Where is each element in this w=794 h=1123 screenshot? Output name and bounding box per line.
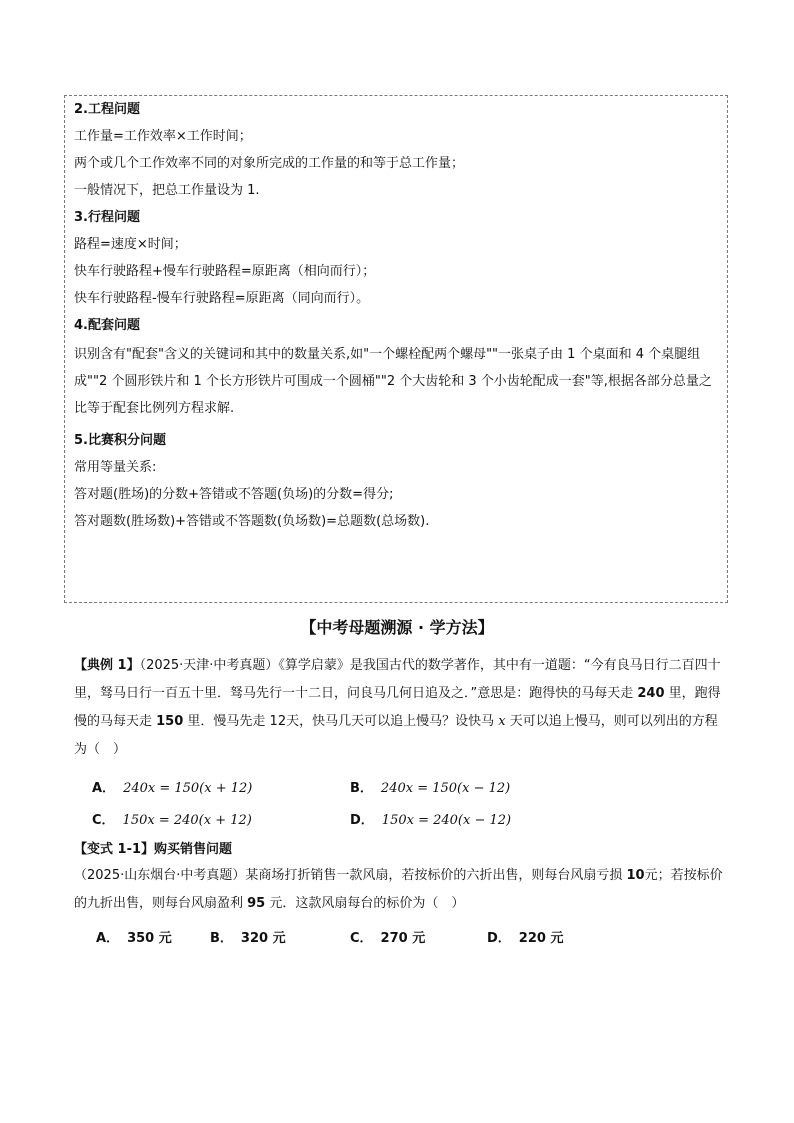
example-1-num-150: 150 bbox=[156, 714, 184, 729]
example-1-text-b: 里，跑得慢的马每天走 bbox=[74, 686, 721, 729]
variant-option-b[interactable] bbox=[210, 929, 286, 949]
engineering-line-2: 两个或几个工作效率不同的对象所完成的工作量的和等于总工作量； bbox=[74, 156, 465, 171]
variant-1-1-num-95: 95 bbox=[247, 896, 266, 911]
option-b-formula: 240x = 150(x − 12) bbox=[380, 781, 511, 796]
scoring-line-2: 答对题(胜场)的分数+答错或不答题(负场)的分数=得分; bbox=[74, 487, 394, 502]
variant-1-1-question bbox=[74, 862, 724, 918]
variant-option-d-value: 220 元 bbox=[518, 931, 564, 946]
variant-1-1-text-a: （2025·山东烟台·中考真题）某商场打折销售一款风扇，若按标价的六折出售，则每台风扇亏损 bbox=[74, 868, 627, 883]
variant-option-a[interactable] bbox=[96, 929, 172, 949]
section-title: 【中考母题溯源 · 学方法】 bbox=[300, 618, 494, 637]
example-1-question bbox=[74, 652, 724, 764]
travel-line-2: 快车行驶路程+慢车行驶路程=原距离（相向而行）； bbox=[74, 264, 376, 279]
section-heading-scoring: 5.比赛积分问题 bbox=[74, 433, 166, 448]
option-c-letter: C． bbox=[92, 813, 115, 828]
example-1-text-d: 天可以追上慢马，则可以列出的方程为（ ） bbox=[74, 714, 718, 757]
example-1-num-240: 240 bbox=[637, 686, 665, 701]
engineering-line-1: 工作量=工作效率×工作时间； bbox=[74, 129, 252, 144]
section-heading-matching: 4.配套问题 bbox=[74, 318, 140, 333]
engineering-line-3: 一般情况下，把总工作量设为 1. bbox=[74, 183, 260, 198]
variant-option-a-letter: A． bbox=[96, 931, 120, 946]
variant-option-c-value: 270 元 bbox=[380, 931, 426, 946]
variant-option-b-value: 320 元 bbox=[240, 931, 286, 946]
variant-1-1-tag-line bbox=[74, 836, 724, 864]
example-1-tag: 【典例 1】 bbox=[74, 658, 140, 673]
variant-1-1-num-10: 10 bbox=[626, 868, 645, 883]
option-b[interactable] bbox=[350, 779, 510, 799]
option-a-formula: 240x = 150(x + 12) bbox=[123, 781, 253, 796]
travel-line-3: 快车行驶路程-慢车行驶路程=原距离（同向而行）。 bbox=[74, 291, 370, 306]
option-d-letter: D． bbox=[350, 813, 374, 828]
example-1-variable: x bbox=[498, 714, 506, 729]
option-a[interactable] bbox=[92, 779, 252, 799]
scoring-line-1: 常用等量关系: bbox=[74, 460, 157, 475]
example-1-text-a: （2025·天津·中考真题）《算学启蒙》是我国古代的数学著作，其中有一道题：“今有良马日行二百四十里，驽马日行一百五十里．驽马先行一十二日，问良马几何日追及之．”意思是：跑得快的马每天走 bbox=[74, 658, 721, 701]
variant-option-a-value: 350 元 bbox=[127, 931, 172, 946]
variant-option-c[interactable] bbox=[350, 929, 425, 949]
option-d[interactable] bbox=[350, 811, 511, 831]
option-c-formula: 150x = 240(x + 12) bbox=[122, 813, 252, 828]
variant-1-1-tag: 【变式 1-1】购买销售问题 bbox=[74, 842, 233, 857]
knowledge-box bbox=[64, 95, 728, 603]
option-b-letter: B． bbox=[350, 781, 373, 796]
variant-option-c-letter: C． bbox=[350, 931, 373, 946]
scoring-line-3: 答对题数(胜场数)+答错或不答题数(负场数)=总题数(总场数). bbox=[74, 514, 430, 529]
travel-line-1: 路程=速度×时间； bbox=[74, 237, 187, 252]
option-c[interactable] bbox=[92, 811, 252, 831]
section-heading-travel: 3.行程问题 bbox=[74, 210, 140, 225]
option-d-formula: 150x = 240(x − 12) bbox=[381, 813, 512, 828]
matching-paragraph: 识别含有"配套"含义的关键词和其中的数量关系,如"一个螺栓配两个螺母""一张桌子由 1 个桌面和 4 个桌腿组成""2 个圆形铁片和 1 个长方形铁片可围成一个圆桶""2 个大齿轮和 3 个小齿轮配成一套"等,根据各部分总量之比等于配套比例列方程求解. bbox=[74, 347, 712, 416]
variant-1-1-text-c: 元．这款风扇每台的标价为（ ） bbox=[265, 896, 465, 911]
variant-option-d-letter: D． bbox=[487, 931, 511, 946]
variant-1-1-text-b: 元；若按标价的九折出售，则每台风扇盈利 bbox=[74, 868, 723, 911]
variant-option-b-letter: B． bbox=[210, 931, 233, 946]
example-1-text-c: 里．慢马先走 12天，快马几天可以追上慢马？设快马 bbox=[183, 714, 499, 729]
section-heading-engineering: 2.工程问题 bbox=[74, 102, 140, 117]
option-a-letter: A． bbox=[92, 781, 116, 796]
variant-option-d[interactable] bbox=[487, 929, 563, 949]
